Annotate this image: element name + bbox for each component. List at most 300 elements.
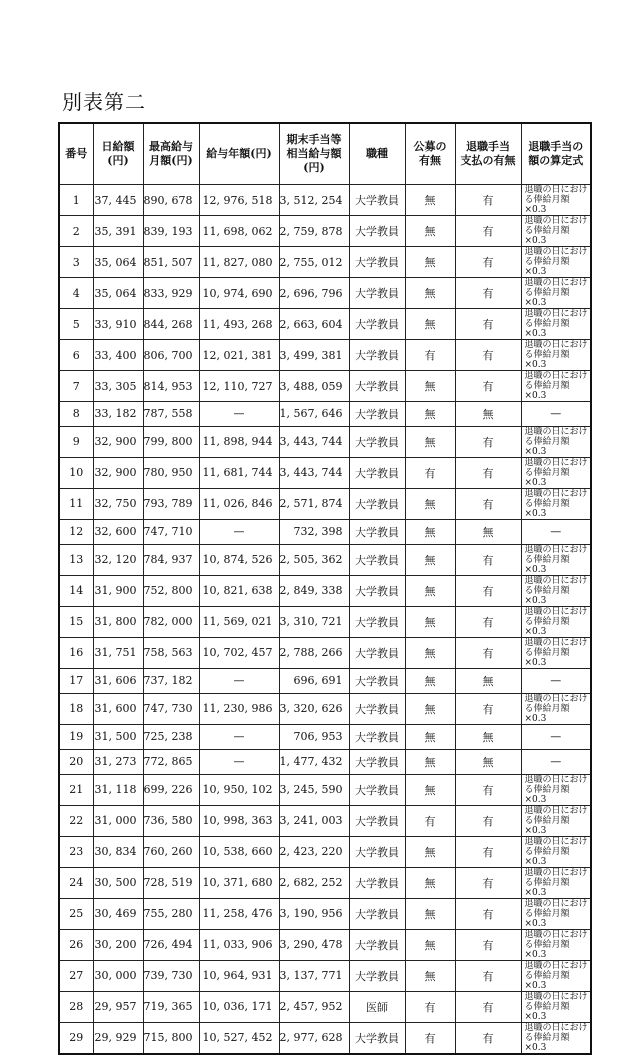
- cell-retire-pay: 無: [455, 519, 521, 544]
- cell-formula: 退職の日におけ る俸給月額×0.3: [521, 247, 591, 278]
- header-bonus: 期末手当等 相当給与額 (円): [279, 123, 349, 185]
- table-row: [59, 216, 591, 247]
- cell-job: 大学教員: [349, 724, 405, 749]
- cell-job: 大学教員: [349, 606, 405, 637]
- cell-job: 大学教員: [349, 247, 405, 278]
- cell-annual: 11, 258, 476: [199, 898, 279, 929]
- cell-public: 無: [405, 693, 455, 724]
- cell-annual: 11, 898, 944: [199, 426, 279, 457]
- table-row: [59, 724, 591, 749]
- cell-no: 16: [59, 637, 93, 668]
- table-row: [59, 426, 591, 457]
- cell-public: 無: [405, 371, 455, 402]
- cell-formula: 退職の日におけ る俸給月額×0.3: [521, 991, 591, 1022]
- cell-public: 無: [405, 278, 455, 309]
- cell-formula: 退職の日におけ る俸給月額×0.3: [521, 929, 591, 960]
- cell-annual: 11, 033, 906: [199, 929, 279, 960]
- cell-formula: 退職の日におけ る俸給月額×0.3: [521, 457, 591, 488]
- cell-job: 大学教員: [349, 836, 405, 867]
- cell-formula: 退職の日におけ る俸給月額×0.3: [521, 575, 591, 606]
- cell-job: 大学教員: [349, 457, 405, 488]
- cell-public: 無: [405, 309, 455, 340]
- cell-daily: 29, 957: [93, 991, 143, 1022]
- cell-public: 有: [405, 805, 455, 836]
- cell-max-monthly: 728, 519: [143, 867, 199, 898]
- table-row: [59, 519, 591, 544]
- cell-retire-pay: 有: [455, 185, 521, 216]
- cell-max-monthly: 760, 260: [143, 836, 199, 867]
- table-row: [59, 749, 591, 774]
- table-row: [59, 309, 591, 340]
- cell-formula: 退職の日におけ る俸給月額×0.3: [521, 371, 591, 402]
- cell-annual: 10, 998, 363: [199, 805, 279, 836]
- cell-public: 無: [405, 774, 455, 805]
- cell-daily: 29, 929: [93, 1022, 143, 1054]
- cell-retire-pay: 有: [455, 637, 521, 668]
- cell-annual: 12, 110, 727: [199, 371, 279, 402]
- cell-retire-pay: 有: [455, 309, 521, 340]
- cell-retire-pay: 無: [455, 749, 521, 774]
- cell-retire-pay: 有: [455, 960, 521, 991]
- cell-bonus: 696, 691: [279, 668, 349, 693]
- cell-daily: 31, 606: [93, 668, 143, 693]
- cell-annual: 11, 698, 062: [199, 216, 279, 247]
- cell-daily: 32, 120: [93, 544, 143, 575]
- cell-public: 無: [405, 929, 455, 960]
- header-retire-pay: 退職手当 支払の有無: [455, 123, 521, 185]
- cell-retire-pay: 有: [455, 544, 521, 575]
- cell-max-monthly: 725, 238: [143, 724, 199, 749]
- cell-formula: —: [521, 668, 591, 693]
- table-row: [59, 929, 591, 960]
- cell-annual: —: [199, 519, 279, 544]
- cell-retire-pay: 有: [455, 606, 521, 637]
- cell-bonus: 2, 571, 874: [279, 488, 349, 519]
- table-row: [59, 575, 591, 606]
- cell-annual: 10, 538, 660: [199, 836, 279, 867]
- cell-bonus: 2, 505, 362: [279, 544, 349, 575]
- header-annual: 給与年額(円): [199, 123, 279, 185]
- header-no: 番号: [59, 123, 93, 185]
- cell-job: 大学教員: [349, 668, 405, 693]
- cell-public: 有: [405, 1022, 455, 1054]
- table-row: [59, 960, 591, 991]
- table-row: [59, 805, 591, 836]
- cell-bonus: 3, 290, 478: [279, 929, 349, 960]
- cell-public: 無: [405, 426, 455, 457]
- cell-job: 大学教員: [349, 774, 405, 805]
- cell-job: 大学教員: [349, 402, 405, 427]
- cell-job: 医師: [349, 991, 405, 1022]
- cell-max-monthly: 752, 800: [143, 575, 199, 606]
- table-row: [59, 278, 591, 309]
- table-row: [59, 774, 591, 805]
- cell-annual: —: [199, 724, 279, 749]
- cell-job: 大学教員: [349, 340, 405, 371]
- cell-job: 大学教員: [349, 1022, 405, 1054]
- cell-no: 13: [59, 544, 93, 575]
- cell-formula: 退職の日におけ る俸給月額×0.3: [521, 637, 591, 668]
- cell-formula: 退職の日におけ る俸給月額×0.3: [521, 898, 591, 929]
- cell-daily: 31, 800: [93, 606, 143, 637]
- table-row: [59, 1022, 591, 1054]
- cell-max-monthly: 747, 730: [143, 693, 199, 724]
- cell-max-monthly: 851, 507: [143, 247, 199, 278]
- table-row: [59, 185, 591, 216]
- cell-public: 無: [405, 724, 455, 749]
- cell-job: 大学教員: [349, 637, 405, 668]
- cell-no: 8: [59, 402, 93, 427]
- cell-no: 3: [59, 247, 93, 278]
- cell-max-monthly: 784, 937: [143, 544, 199, 575]
- cell-retire-pay: 有: [455, 340, 521, 371]
- cell-max-monthly: 699, 226: [143, 774, 199, 805]
- cell-bonus: 2, 977, 628: [279, 1022, 349, 1054]
- table-row: [59, 606, 591, 637]
- cell-retire-pay: 有: [455, 371, 521, 402]
- cell-no: 4: [59, 278, 93, 309]
- cell-bonus: 2, 849, 338: [279, 575, 349, 606]
- header-daily: 日給額 (円): [93, 123, 143, 185]
- cell-job: 大学教員: [349, 519, 405, 544]
- cell-daily: 32, 750: [93, 488, 143, 519]
- cell-max-monthly: 719, 365: [143, 991, 199, 1022]
- cell-retire-pay: 無: [455, 402, 521, 427]
- cell-bonus: 3, 443, 744: [279, 426, 349, 457]
- cell-no: 12: [59, 519, 93, 544]
- cell-formula: —: [521, 402, 591, 427]
- cell-daily: 31, 118: [93, 774, 143, 805]
- cell-job: 大学教員: [349, 216, 405, 247]
- cell-formula: —: [521, 519, 591, 544]
- cell-daily: 32, 600: [93, 519, 143, 544]
- cell-public: 有: [405, 457, 455, 488]
- cell-daily: 33, 305: [93, 371, 143, 402]
- table-row: [59, 488, 591, 519]
- cell-no: 18: [59, 693, 93, 724]
- cell-formula: 退職の日におけ る俸給月額×0.3: [521, 185, 591, 216]
- cell-max-monthly: 814, 953: [143, 371, 199, 402]
- cell-job: 大学教員: [349, 426, 405, 457]
- table-row: [59, 898, 591, 929]
- cell-bonus: 3, 245, 590: [279, 774, 349, 805]
- cell-max-monthly: 772, 865: [143, 749, 199, 774]
- cell-formula: 退職の日におけ る俸給月額×0.3: [521, 426, 591, 457]
- table-row: [59, 668, 591, 693]
- cell-job: 大学教員: [349, 749, 405, 774]
- cell-job: 大学教員: [349, 185, 405, 216]
- cell-no: 22: [59, 805, 93, 836]
- table-row: [59, 693, 591, 724]
- cell-daily: 37, 445: [93, 185, 143, 216]
- cell-annual: 12, 976, 518: [199, 185, 279, 216]
- cell-job: 大学教員: [349, 693, 405, 724]
- cell-public: 無: [405, 544, 455, 575]
- cell-max-monthly: 844, 268: [143, 309, 199, 340]
- cell-public: 無: [405, 668, 455, 693]
- cell-bonus: 2, 423, 220: [279, 836, 349, 867]
- cell-formula: 退職の日におけ る俸給月額×0.3: [521, 488, 591, 519]
- cell-retire-pay: 有: [455, 991, 521, 1022]
- cell-annual: 12, 021, 381: [199, 340, 279, 371]
- cell-retire-pay: 有: [455, 836, 521, 867]
- cell-no: 23: [59, 836, 93, 867]
- cell-public: 無: [405, 836, 455, 867]
- cell-annual: 11, 569, 021: [199, 606, 279, 637]
- cell-formula: 退職の日におけ る俸給月額×0.3: [521, 216, 591, 247]
- cell-no: 11: [59, 488, 93, 519]
- cell-bonus: 3, 488, 059: [279, 371, 349, 402]
- cell-bonus: 2, 457, 952: [279, 991, 349, 1022]
- cell-retire-pay: 有: [455, 426, 521, 457]
- cell-job: 大学教員: [349, 898, 405, 929]
- cell-retire-pay: 有: [455, 457, 521, 488]
- cell-max-monthly: 737, 182: [143, 668, 199, 693]
- cell-max-monthly: 806, 700: [143, 340, 199, 371]
- cell-annual: 10, 821, 638: [199, 575, 279, 606]
- cell-no: 21: [59, 774, 93, 805]
- cell-annual: 10, 702, 457: [199, 637, 279, 668]
- cell-public: 無: [405, 519, 455, 544]
- cell-max-monthly: 799, 800: [143, 426, 199, 457]
- cell-formula: 退職の日におけ る俸給月額×0.3: [521, 1022, 591, 1054]
- cell-bonus: 3, 499, 381: [279, 340, 349, 371]
- cell-daily: 31, 273: [93, 749, 143, 774]
- table-row: [59, 991, 591, 1022]
- cell-no: 6: [59, 340, 93, 371]
- cell-bonus: 732, 398: [279, 519, 349, 544]
- cell-daily: 32, 900: [93, 457, 143, 488]
- cell-bonus: 2, 759, 878: [279, 216, 349, 247]
- table-row: [59, 247, 591, 278]
- cell-annual: —: [199, 749, 279, 774]
- cell-no: 2: [59, 216, 93, 247]
- cell-bonus: 2, 682, 252: [279, 867, 349, 898]
- cell-annual: 10, 874, 526: [199, 544, 279, 575]
- cell-max-monthly: 793, 789: [143, 488, 199, 519]
- cell-max-monthly: 755, 280: [143, 898, 199, 929]
- cell-max-monthly: 833, 929: [143, 278, 199, 309]
- cell-max-monthly: 782, 000: [143, 606, 199, 637]
- table-row: [59, 371, 591, 402]
- cell-job: 大学教員: [349, 544, 405, 575]
- cell-public: 有: [405, 991, 455, 1022]
- cell-no: 17: [59, 668, 93, 693]
- cell-formula: 退職の日におけ る俸給月額×0.3: [521, 340, 591, 371]
- cell-daily: 33, 910: [93, 309, 143, 340]
- cell-bonus: 3, 137, 771: [279, 960, 349, 991]
- cell-retire-pay: 有: [455, 898, 521, 929]
- cell-no: 26: [59, 929, 93, 960]
- cell-formula: 退職の日におけ る俸給月額×0.3: [521, 693, 591, 724]
- cell-public: 無: [405, 247, 455, 278]
- cell-annual: 10, 527, 452: [199, 1022, 279, 1054]
- cell-formula: 退職の日におけ る俸給月額×0.3: [521, 278, 591, 309]
- cell-daily: 33, 400: [93, 340, 143, 371]
- cell-max-monthly: 726, 494: [143, 929, 199, 960]
- cell-max-monthly: 736, 580: [143, 805, 199, 836]
- page-title: 別表第二: [62, 90, 146, 114]
- cell-daily: 31, 000: [93, 805, 143, 836]
- cell-bonus: 1, 567, 646: [279, 402, 349, 427]
- cell-retire-pay: 有: [455, 278, 521, 309]
- cell-annual: 10, 371, 680: [199, 867, 279, 898]
- cell-bonus: 3, 310, 721: [279, 606, 349, 637]
- cell-public: 無: [405, 185, 455, 216]
- cell-no: 24: [59, 867, 93, 898]
- cell-job: 大学教員: [349, 867, 405, 898]
- table-row: [59, 867, 591, 898]
- cell-no: 1: [59, 185, 93, 216]
- cell-public: 無: [405, 488, 455, 519]
- cell-retire-pay: 無: [455, 724, 521, 749]
- cell-daily: 31, 500: [93, 724, 143, 749]
- cell-public: 無: [405, 749, 455, 774]
- cell-no: 27: [59, 960, 93, 991]
- cell-job: 大学教員: [349, 278, 405, 309]
- cell-formula: 退職の日におけ る俸給月額×0.3: [521, 805, 591, 836]
- cell-job: 大学教員: [349, 371, 405, 402]
- cell-retire-pay: 有: [455, 216, 521, 247]
- cell-daily: 31, 900: [93, 575, 143, 606]
- cell-formula: 退職の日におけ る俸給月額×0.3: [521, 606, 591, 637]
- cell-max-monthly: 747, 710: [143, 519, 199, 544]
- cell-bonus: 3, 320, 626: [279, 693, 349, 724]
- cell-retire-pay: 有: [455, 488, 521, 519]
- cell-daily: 30, 834: [93, 836, 143, 867]
- cell-no: 29: [59, 1022, 93, 1054]
- cell-no: 25: [59, 898, 93, 929]
- table-row: [59, 637, 591, 668]
- cell-public: 無: [405, 637, 455, 668]
- cell-annual: 11, 230, 986: [199, 693, 279, 724]
- cell-bonus: 3, 512, 254: [279, 185, 349, 216]
- cell-daily: 31, 600: [93, 693, 143, 724]
- cell-bonus: 2, 788, 266: [279, 637, 349, 668]
- cell-daily: 35, 391: [93, 216, 143, 247]
- cell-public: 無: [405, 960, 455, 991]
- cell-job: 大学教員: [349, 488, 405, 519]
- cell-annual: 11, 026, 846: [199, 488, 279, 519]
- cell-no: 9: [59, 426, 93, 457]
- cell-daily: 33, 182: [93, 402, 143, 427]
- cell-formula: 退職の日におけ る俸給月額×0.3: [521, 544, 591, 575]
- cell-public: 無: [405, 216, 455, 247]
- cell-formula: 退職の日におけ る俸給月額×0.3: [521, 867, 591, 898]
- cell-retire-pay: 有: [455, 247, 521, 278]
- cell-daily: 32, 900: [93, 426, 143, 457]
- cell-retire-pay: 有: [455, 575, 521, 606]
- cell-job: 大学教員: [349, 575, 405, 606]
- cell-max-monthly: 739, 730: [143, 960, 199, 991]
- cell-bonus: 1, 477, 432: [279, 749, 349, 774]
- cell-bonus: 2, 696, 796: [279, 278, 349, 309]
- cell-public: 無: [405, 402, 455, 427]
- cell-formula: 退職の日におけ る俸給月額×0.3: [521, 836, 591, 867]
- cell-job: 大学教員: [349, 929, 405, 960]
- table-row: [59, 836, 591, 867]
- cell-max-monthly: 780, 950: [143, 457, 199, 488]
- cell-max-monthly: 787, 558: [143, 402, 199, 427]
- cell-bonus: 3, 241, 003: [279, 805, 349, 836]
- cell-retire-pay: 有: [455, 929, 521, 960]
- cell-daily: 30, 469: [93, 898, 143, 929]
- cell-no: 10: [59, 457, 93, 488]
- cell-annual: —: [199, 402, 279, 427]
- cell-retire-pay: 有: [455, 1022, 521, 1054]
- cell-retire-pay: 有: [455, 867, 521, 898]
- cell-bonus: 2, 755, 012: [279, 247, 349, 278]
- cell-bonus: 3, 443, 744: [279, 457, 349, 488]
- cell-annual: —: [199, 668, 279, 693]
- cell-bonus: 706, 953: [279, 724, 349, 749]
- cell-bonus: 2, 663, 604: [279, 309, 349, 340]
- cell-job: 大学教員: [349, 309, 405, 340]
- cell-formula: —: [521, 749, 591, 774]
- cell-annual: 10, 964, 931: [199, 960, 279, 991]
- cell-annual: 11, 493, 268: [199, 309, 279, 340]
- cell-job: 大学教員: [349, 960, 405, 991]
- header-max-monthly: 最高給与 月額(円): [143, 123, 199, 185]
- cell-annual: 11, 681, 744: [199, 457, 279, 488]
- table-row: [59, 457, 591, 488]
- cell-daily: 30, 200: [93, 929, 143, 960]
- cell-retire-pay: 有: [455, 693, 521, 724]
- cell-no: 19: [59, 724, 93, 749]
- cell-public: 無: [405, 575, 455, 606]
- cell-no: 28: [59, 991, 93, 1022]
- cell-retire-pay: 有: [455, 805, 521, 836]
- table-header-row: [59, 123, 591, 185]
- cell-formula: —: [521, 724, 591, 749]
- cell-max-monthly: 715, 800: [143, 1022, 199, 1054]
- table-row: [59, 544, 591, 575]
- cell-public: 無: [405, 898, 455, 929]
- cell-annual: 11, 827, 080: [199, 247, 279, 278]
- cell-job: 大学教員: [349, 805, 405, 836]
- cell-no: 15: [59, 606, 93, 637]
- cell-daily: 30, 000: [93, 960, 143, 991]
- cell-bonus: 3, 190, 956: [279, 898, 349, 929]
- cell-retire-pay: 有: [455, 774, 521, 805]
- cell-daily: 30, 500: [93, 867, 143, 898]
- table-row: [59, 340, 591, 371]
- table-row: [59, 402, 591, 427]
- header-public: 公募の 有無: [405, 123, 455, 185]
- cell-formula: 退職の日におけ る俸給月額×0.3: [521, 309, 591, 340]
- cell-public: 有: [405, 340, 455, 371]
- cell-formula: 退職の日におけ る俸給月額×0.3: [521, 960, 591, 991]
- cell-retire-pay: 無: [455, 668, 521, 693]
- cell-public: 無: [405, 867, 455, 898]
- cell-no: 20: [59, 749, 93, 774]
- cell-daily: 35, 064: [93, 247, 143, 278]
- cell-annual: 10, 974, 690: [199, 278, 279, 309]
- cell-daily: 35, 064: [93, 278, 143, 309]
- header-job: 職種: [349, 123, 405, 185]
- cell-max-monthly: 839, 193: [143, 216, 199, 247]
- cell-annual: 10, 950, 102: [199, 774, 279, 805]
- cell-annual: 10, 036, 171: [199, 991, 279, 1022]
- cell-formula: 退職の日におけ る俸給月額×0.3: [521, 774, 591, 805]
- cell-no: 7: [59, 371, 93, 402]
- cell-max-monthly: 890, 678: [143, 185, 199, 216]
- salary-table: [58, 122, 592, 1055]
- header-formula: 退職手当の 額の算定式: [521, 123, 591, 185]
- cell-no: 5: [59, 309, 93, 340]
- cell-max-monthly: 758, 563: [143, 637, 199, 668]
- cell-public: 無: [405, 606, 455, 637]
